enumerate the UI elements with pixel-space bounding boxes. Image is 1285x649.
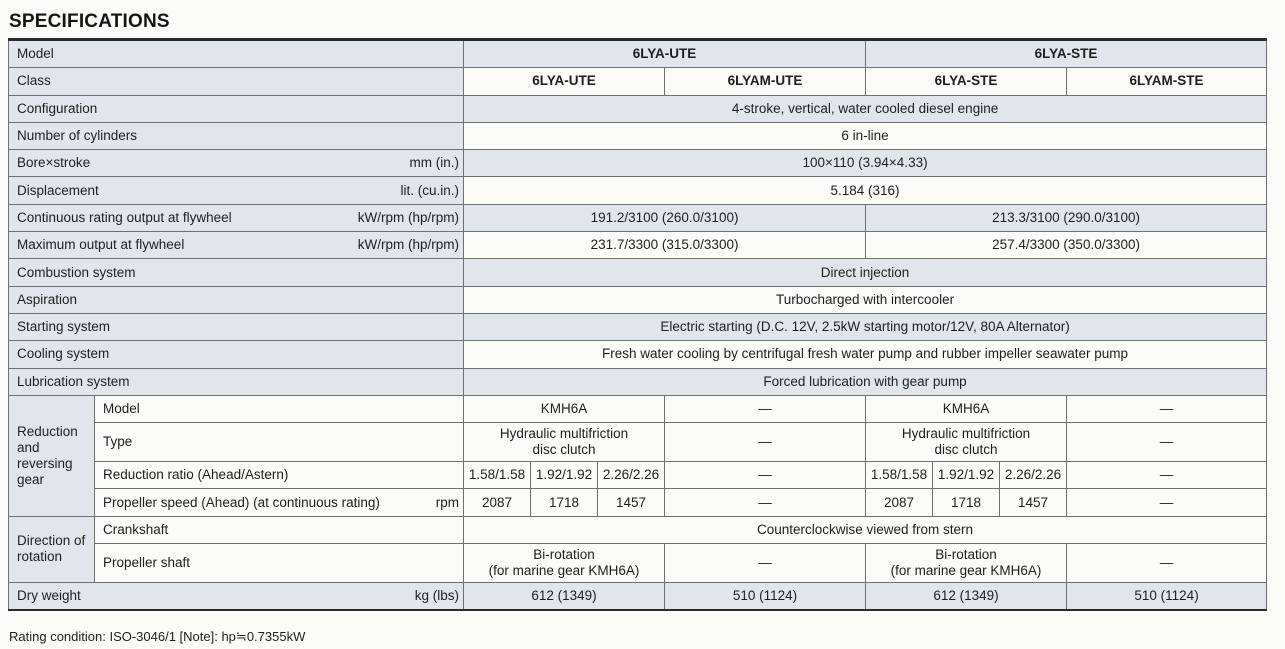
ratio-ste-2: 1.92/1.92 bbox=[933, 462, 1000, 489]
bore-unit: mm (in.) bbox=[409, 155, 459, 171]
propeller-speed-label: Propeller speed (Ahead) (at continuous rating) bbox=[103, 494, 380, 510]
speed-ste-1: 2087 bbox=[866, 489, 933, 516]
lubrication-value: Forced lubrication with gear pump bbox=[464, 368, 1267, 395]
ratio-ute-3: 2.26/2.26 bbox=[598, 462, 665, 489]
continuous-ste: 213.3/3100 (290.0/3100) bbox=[866, 204, 1267, 231]
spec-table bbox=[8, 38, 1267, 611]
weight-6lya-ute: 612 (1349) bbox=[464, 583, 665, 611]
table-row bbox=[9, 368, 1267, 395]
table-row bbox=[9, 423, 1267, 462]
maximum-ste: 257.4/3300 (350.0/3300) bbox=[866, 232, 1267, 259]
table-row bbox=[9, 259, 1267, 286]
table-row bbox=[9, 516, 1267, 543]
table-row bbox=[9, 68, 1267, 95]
table-row bbox=[9, 313, 1267, 340]
reduction-type-ute bbox=[464, 423, 665, 462]
table-row bbox=[9, 232, 1267, 259]
continuous-unit: kW/rpm (hp/rpm) bbox=[357, 209, 459, 225]
reduction-type-dash-2: — bbox=[1067, 423, 1267, 462]
table-row bbox=[9, 395, 1267, 422]
reduction-model-ute: KMH6A bbox=[464, 395, 665, 422]
table-row bbox=[9, 462, 1267, 489]
weight-unit: kg (lbs) bbox=[414, 588, 459, 604]
rotation-group-label: Direction of rotation bbox=[9, 516, 95, 582]
table-row bbox=[9, 150, 1267, 177]
starting-value: Electric starting (D.C. 12V, 2.5kW starting motor/12V, 80A Alternator) bbox=[464, 313, 1267, 340]
combustion-value: Direct injection bbox=[464, 259, 1267, 286]
speed-dash-2: — bbox=[1067, 489, 1267, 516]
propeller-ste-line1: Bi-rotation bbox=[935, 547, 997, 563]
speed-dash-1: — bbox=[665, 489, 866, 516]
cylinders-value: 6 in-line bbox=[464, 122, 1267, 149]
crankshaft-label: Crankshaft bbox=[95, 516, 464, 543]
maximum-unit: kW/rpm (hp/rpm) bbox=[357, 237, 459, 253]
page-title: SPECIFICATIONS bbox=[9, 11, 170, 32]
reduction-model-ste: KMH6A bbox=[866, 395, 1067, 422]
reduction-type-ute-text: Hydraulic multifriction disc clutch bbox=[499, 426, 629, 458]
speed-ute-3: 1457 bbox=[598, 489, 665, 516]
reduction-type-ste bbox=[866, 423, 1067, 462]
configuration-value: 4-stroke, vertical, water cooled diesel engine bbox=[464, 95, 1267, 122]
crankshaft-value: Counterclockwise viewed from stern bbox=[464, 516, 1267, 543]
table-row bbox=[9, 177, 1267, 204]
ratio-dash-2: — bbox=[1067, 462, 1267, 489]
starting-label: Starting system bbox=[9, 313, 464, 340]
ratio-ste-3: 2.26/2.26 bbox=[1000, 462, 1067, 489]
reduction-type-dash-1: — bbox=[665, 423, 866, 462]
table-row bbox=[9, 122, 1267, 149]
reduction-model-label: Model bbox=[95, 395, 464, 422]
reduction-group-label: Reduction and reversing gear bbox=[9, 395, 95, 516]
reduction-model-dash-1: — bbox=[665, 395, 866, 422]
model-ste: 6LYA-STE bbox=[866, 40, 1267, 68]
propeller-ute-line2: (for marine gear KMH6A) bbox=[488, 563, 640, 579]
class-6lya-ute: 6LYA-UTE bbox=[464, 68, 665, 95]
reduction-type-label: Type bbox=[95, 423, 464, 462]
propeller-ute-line1: Bi-rotation bbox=[533, 547, 595, 563]
ratio-dash-1: — bbox=[665, 462, 866, 489]
cooling-label: Cooling system bbox=[9, 341, 464, 368]
cylinders-label: Number of cylinders bbox=[9, 122, 464, 149]
maximum-label: Maximum output at flywheel bbox=[17, 237, 185, 253]
model-ute: 6LYA-UTE bbox=[464, 40, 866, 68]
class-6lyam-ute: 6LYAM-UTE bbox=[665, 68, 866, 95]
continuous-label: Continuous rating output at flywheel bbox=[17, 209, 232, 225]
table-row bbox=[9, 544, 1267, 583]
table-row bbox=[9, 583, 1267, 611]
propeller-ste-line2: (for marine gear KMH6A) bbox=[890, 563, 1042, 579]
table-row bbox=[9, 95, 1267, 122]
table-row bbox=[9, 204, 1267, 231]
aspiration-label: Aspiration bbox=[9, 286, 464, 313]
class-6lya-ste: 6LYA-STE bbox=[866, 68, 1067, 95]
weight-label: Dry weight bbox=[17, 588, 81, 604]
bore-label: Bore×stroke bbox=[17, 155, 91, 171]
reduction-model-dash-2: — bbox=[1067, 395, 1267, 422]
table-row bbox=[9, 286, 1267, 313]
propeller-speed-unit: rpm bbox=[435, 494, 459, 510]
displacement-value: 5.184 (316) bbox=[464, 177, 1267, 204]
table-row bbox=[9, 341, 1267, 368]
table-row bbox=[9, 489, 1267, 516]
displacement-unit: lit. (cu.in.) bbox=[400, 182, 459, 198]
speed-ste-2: 1718 bbox=[933, 489, 1000, 516]
propeller-shaft-label: Propeller shaft bbox=[95, 544, 464, 583]
class-6lyam-ste: 6LYAM-STE bbox=[1067, 68, 1267, 95]
displacement-label: Displacement bbox=[17, 182, 99, 198]
class-label: Class bbox=[9, 68, 464, 95]
ratio-ute-2: 1.92/1.92 bbox=[531, 462, 598, 489]
table-row bbox=[9, 40, 1267, 68]
maximum-ute: 231.7/3300 (315.0/3300) bbox=[464, 232, 866, 259]
ratio-ute-1: 1.58/1.58 bbox=[464, 462, 531, 489]
configuration-label: Configuration bbox=[9, 95, 464, 122]
continuous-ute: 191.2/3100 (260.0/3100) bbox=[464, 204, 866, 231]
lubrication-label: Lubrication system bbox=[9, 368, 464, 395]
weight-6lyam-ste: 510 (1124) bbox=[1067, 583, 1267, 611]
ratio-ste-1: 1.58/1.58 bbox=[866, 462, 933, 489]
rating-note: Rating condition: ISO-3046/1 [Note]: hp≒0.7355kW bbox=[9, 629, 306, 644]
speed-ste-3: 1457 bbox=[1000, 489, 1067, 516]
reduction-type-ste-text: Hydraulic multifriction disc clutch bbox=[901, 426, 1031, 458]
cooling-value: Fresh water cooling by centrifugal fresh water pump and rubber impeller seawater pump bbox=[464, 341, 1267, 368]
model-label: Model bbox=[9, 40, 464, 68]
combustion-label: Combustion system bbox=[9, 259, 464, 286]
reduction-ratio-label: Reduction ratio (Ahead/Astern) bbox=[95, 462, 464, 489]
aspiration-value: Turbocharged with intercooler bbox=[464, 286, 1267, 313]
weight-6lya-ste: 612 (1349) bbox=[866, 583, 1067, 611]
propeller-dash-2: — bbox=[1067, 544, 1267, 583]
speed-ute-2: 1718 bbox=[531, 489, 598, 516]
speed-ute-1: 2087 bbox=[464, 489, 531, 516]
propeller-dash-1: — bbox=[665, 544, 866, 583]
weight-6lyam-ute: 510 (1124) bbox=[665, 583, 866, 611]
bore-value: 100×110 (3.94×4.33) bbox=[464, 150, 1267, 177]
